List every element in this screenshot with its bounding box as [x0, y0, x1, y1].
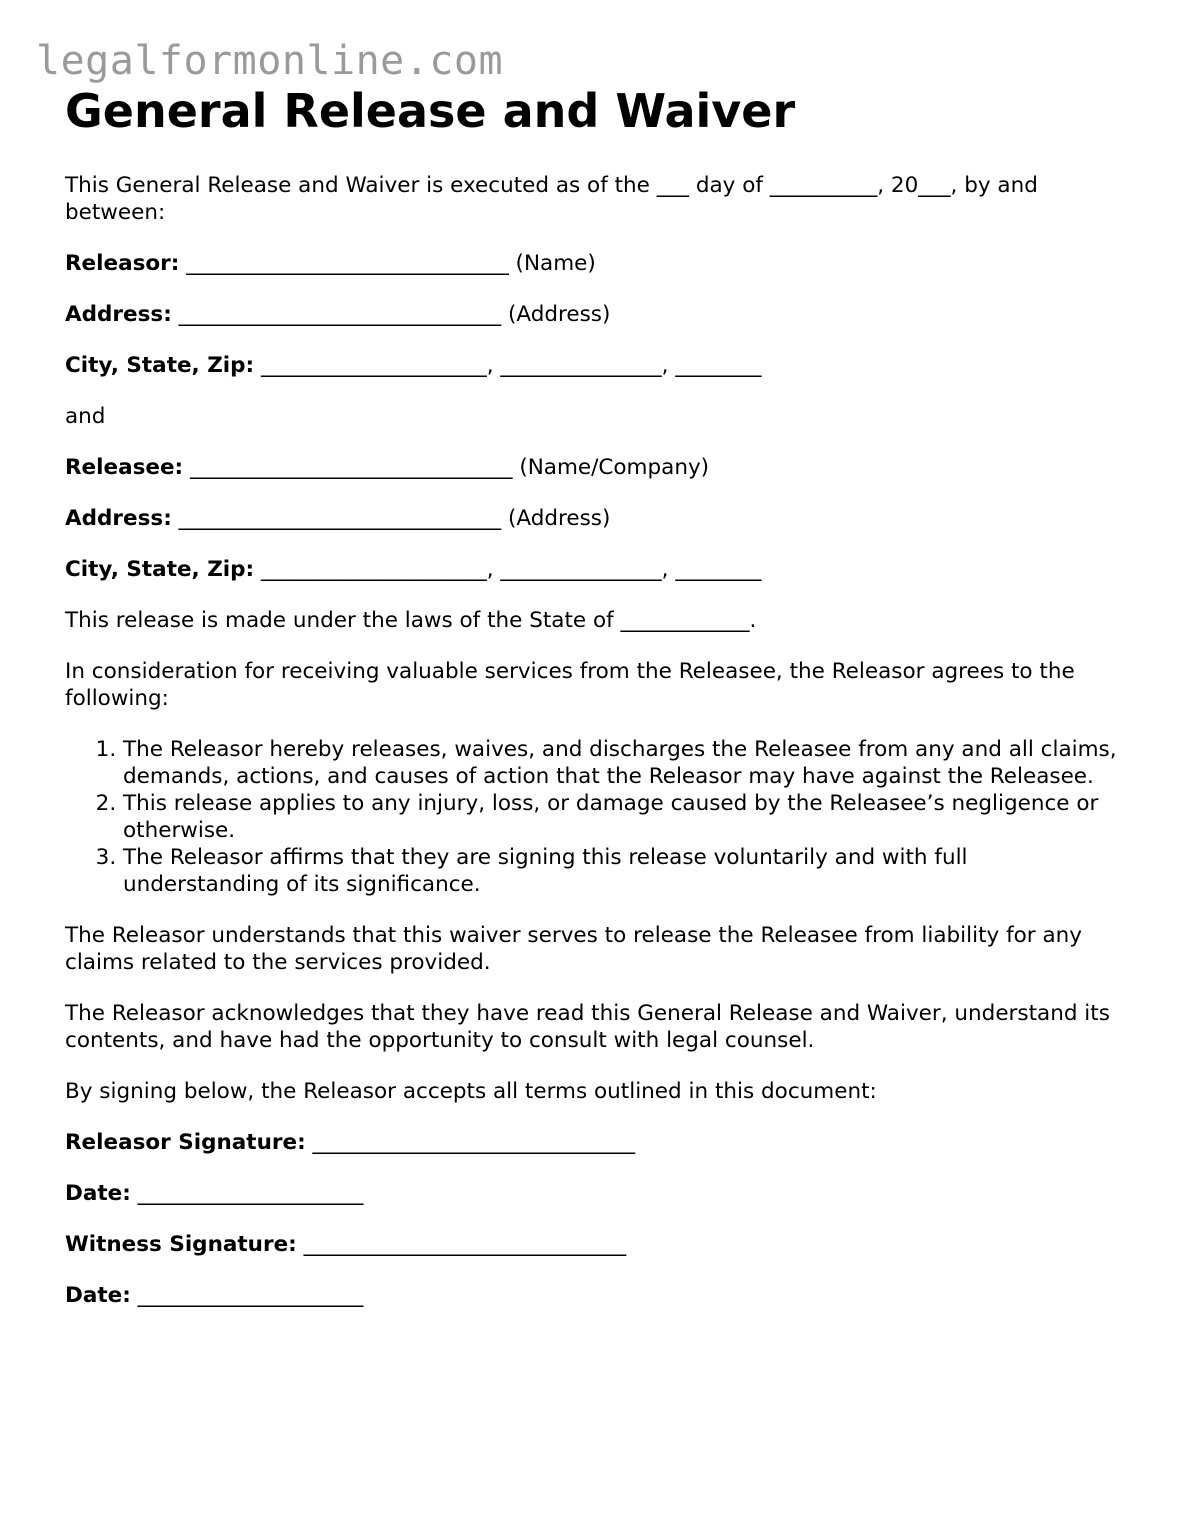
witness-signature-blank[interactable]: ______________________________: [303, 1232, 627, 1257]
consideration-paragraph: In consideration for receiving valuable services from the Releasee, the Releasor agrees to the following:: [65, 659, 1075, 711]
by-signing-paragraph: By signing below, the Releasor accepts all terms outlined in this document:: [65, 1079, 877, 1104]
releasor-city-state-zip-blank[interactable]: _____________________, _______________, ________: [261, 353, 762, 378]
releasor-date-label: Date:: [65, 1181, 131, 1206]
releasor-address-field[interactable]: [65, 301, 1125, 328]
list-item: 1. The Releasor hereby releases, waives, and discharges the Releasee from any and all claims, demands, actions, and causes of action that the Releasor may have against the Releasee.: [123, 736, 1125, 790]
releasor-city-state-zip-field[interactable]: [65, 352, 1125, 379]
releasor-name-label: Releasor:: [65, 251, 180, 276]
releasor-signature-label: Releasor Signature:: [65, 1130, 306, 1155]
witness-signature-field[interactable]: [65, 1231, 1125, 1258]
releasor-date-field[interactable]: [65, 1180, 1125, 1207]
releasee-city-state-zip-blank[interactable]: _____________________, _______________, ________: [261, 557, 762, 582]
and-text: and: [65, 404, 106, 429]
releasee-name-label: Releasee:: [65, 455, 184, 480]
releasee-city-state-zip-field[interactable]: [65, 556, 1125, 583]
acknowledges-paragraph: The Releasor acknowledges that they have read this General Release and Waiver, understand its contents, and have had the opportunity to consult with legal counsel.: [65, 1001, 1110, 1053]
releasee-name-field[interactable]: [65, 454, 1125, 481]
witness-date-blank[interactable]: _____________________: [137, 1283, 364, 1308]
document-body: [65, 84, 1125, 1333]
witness-signature-label: Witness Signature:: [65, 1232, 297, 1257]
releasor-date-blank[interactable]: _____________________: [137, 1181, 364, 1206]
releasee-address-field[interactable]: [65, 505, 1125, 532]
witness-date-field[interactable]: [65, 1282, 1125, 1309]
list-item: 2. This release applies to any injury, loss, or damage caused by the Releasee’s negligence or otherwise.: [123, 790, 1125, 844]
governing-law-paragraph: This release is made under the laws of the State of ____________.: [65, 608, 757, 633]
list-item: 3. The Releasor affirms that they are signing this release voluntarily and with full understanding of its significance.: [123, 844, 1125, 898]
witness-date-label: Date:: [65, 1283, 131, 1308]
releasor-signature-field[interactable]: [65, 1129, 1125, 1156]
releasee-address-label: Address:: [65, 506, 172, 531]
releasor-signature-blank[interactable]: ______________________________: [312, 1130, 636, 1155]
terms-list: [65, 736, 1125, 898]
document-title: General Release and Waiver: [65, 84, 796, 138]
releasee-address-blank[interactable]: ______________________________ (Address): [178, 506, 611, 531]
releasor-name-blank[interactable]: ______________________________ (Name): [186, 251, 596, 276]
releasor-city-state-zip-label: City, State, Zip:: [65, 353, 255, 378]
releasor-name-field[interactable]: [65, 250, 1125, 277]
releasor-address-blank[interactable]: ______________________________ (Address): [178, 302, 611, 327]
understands-paragraph: The Releasor understands that this waiver serves to release the Releasee from liability for any claims related to the services provided.: [65, 923, 1082, 975]
watermark-text: legalformonline.com: [36, 38, 504, 84]
releasee-name-blank[interactable]: ______________________________ (Name/Company): [190, 455, 710, 480]
intro-paragraph: This General Release and Waiver is executed as of the ___ day of __________, 20___, by and between:: [65, 173, 1038, 225]
releasor-address-label: Address:: [65, 302, 172, 327]
releasee-city-state-zip-label: City, State, Zip:: [65, 557, 255, 582]
